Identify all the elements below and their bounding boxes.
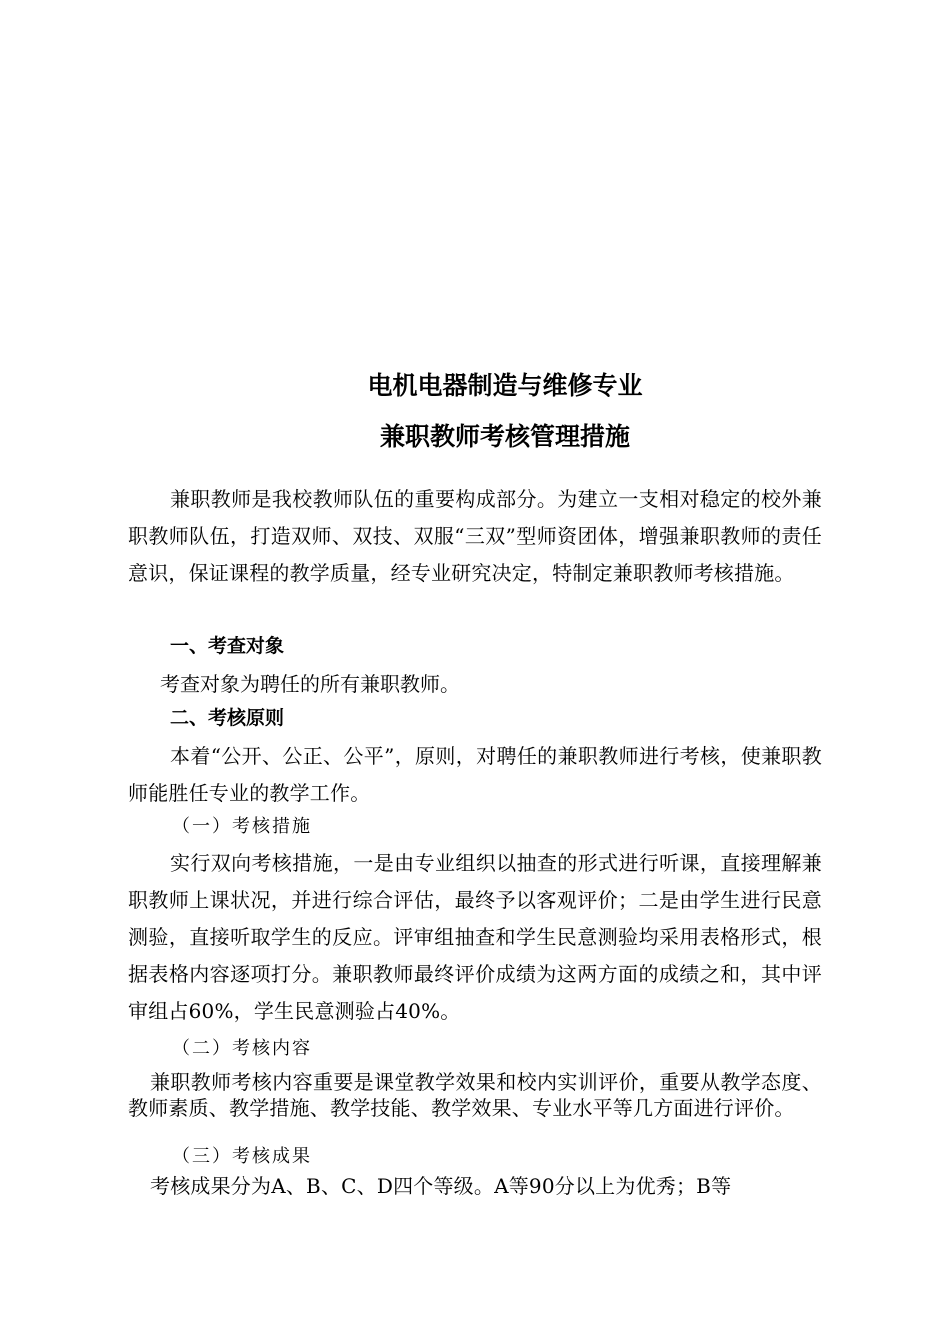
subsection-heading-result: （三）考核成果 (172, 1146, 312, 1167)
section-heading-principle: 二、考核原则 (170, 707, 285, 729)
section-heading-object: 一、考查对象 (170, 635, 285, 657)
subsection-heading-content: （二）考核内容 (172, 1038, 312, 1059)
document-title-line2: 兼职教师考核管理措施 (379, 422, 630, 451)
subsection-measures-text: 实行双向考核措施，一是由专业组织以抽查的形式进行听课，直接理解兼职教师上课状况，并进行综合评估，最终予以客观评价；二是由学生进行民意测验，直接听取学生的反应。评审组抽查和学生民意测验均采用表格形式，根据表格内容逐项打分。兼职教师最终评价成绩为这两方面的成绩之和，其中评审组占60%，学生民意测验占40%。 (128, 851, 822, 1023)
section-object-text: 考查对象为聘任的所有兼职教师。 (160, 672, 460, 696)
subsection-heading-measures: （一）考核措施 (172, 816, 312, 837)
document-title-line1: 电机电器制造与维修专业 (367, 371, 643, 400)
subsection-result-text: 考核成果分为A、B、C、D四个等级。A等90分以上为优秀；B等 (150, 1174, 732, 1198)
intro-paragraph: 兼职教师是我校教师队伍的重要构成部分。为建立一支相对稳定的校外兼职教师队伍，打造双师、双技、双服“三双”型师资团体，增强兼职教师的责任意识，保证课程的教学质量，经专业研究决定，特制定兼职教师考核措施。 (128, 487, 822, 585)
subsection-content-text: 兼职教师考核内容重要是课堂教学效果和校内实训评价，重要从教学态度、教师素质、教学措施、教学技能、教学效果、专业水平等几方面进行评价。 (128, 1070, 822, 1120)
section-principle-text: 本着“公开、公正、公平”，原则，对聘任的兼职教师进行考核，使兼职教师能胜任专业的教学工作。 (128, 744, 822, 805)
